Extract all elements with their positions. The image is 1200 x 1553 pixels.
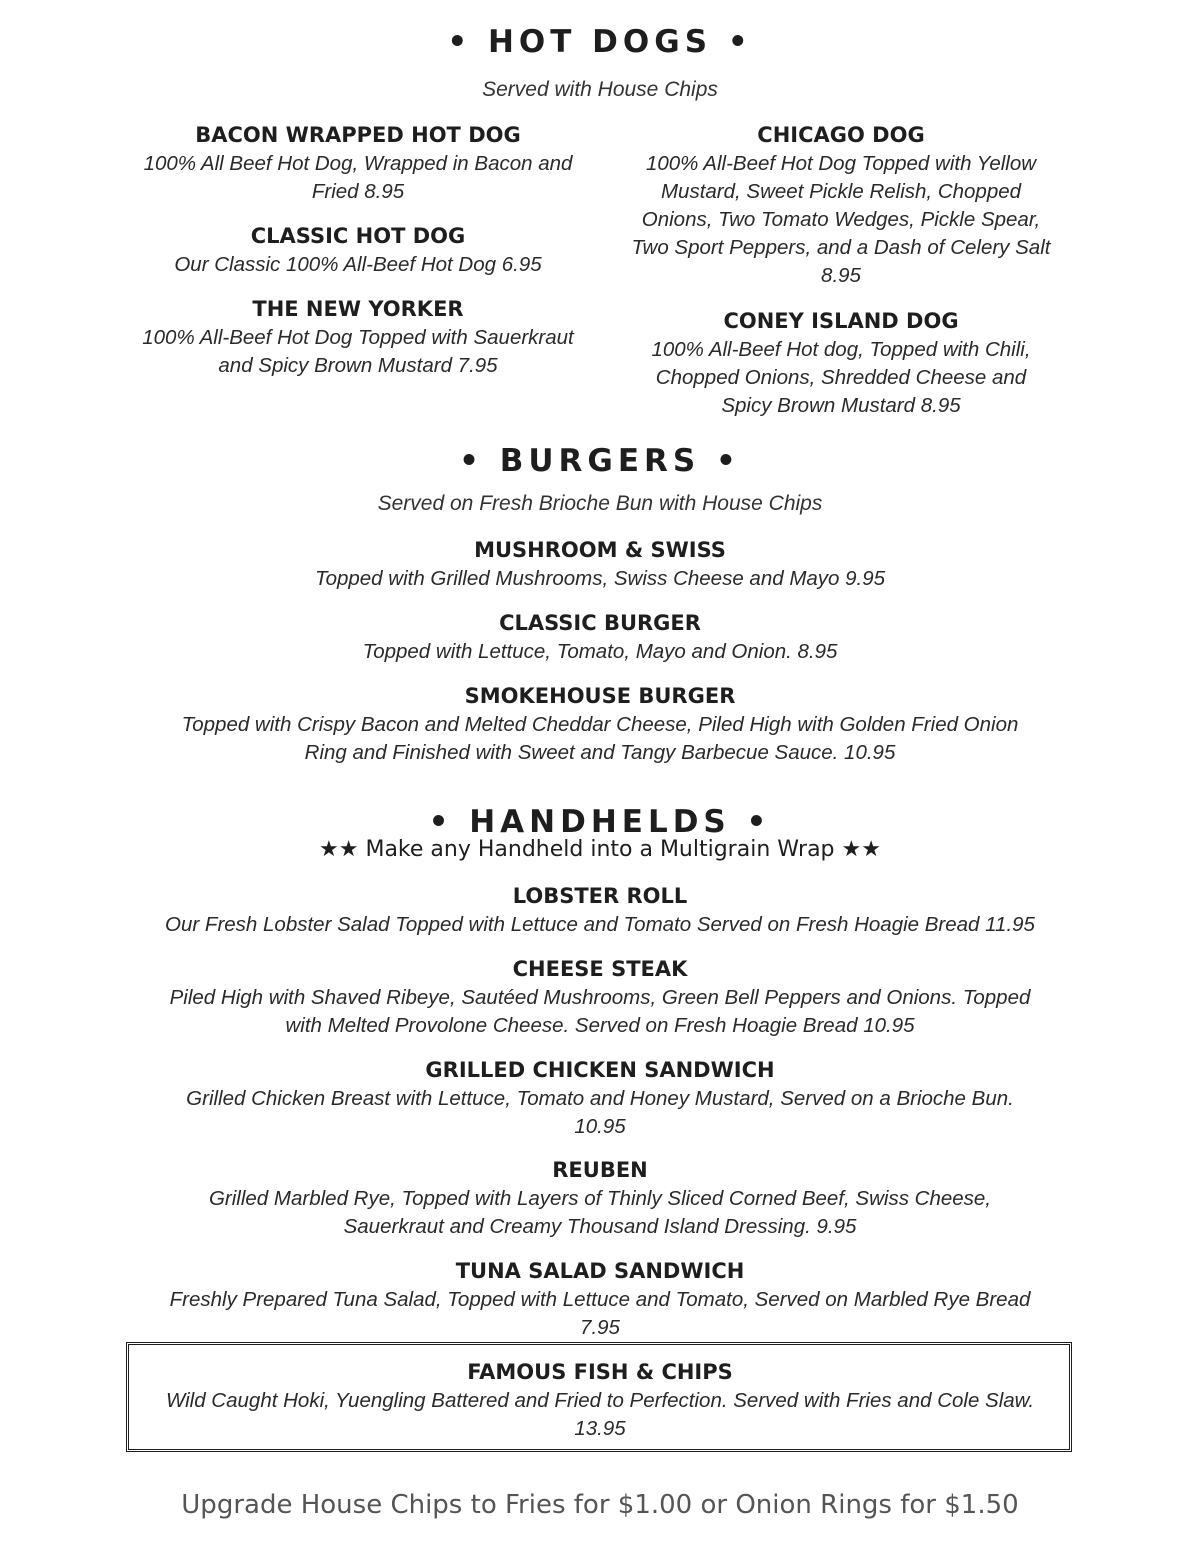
item-description: Freshly Prepared Tuna Salad, Topped with Lettuce and Tomato, Served on Marbled Rye Bread 7.95 bbox=[169, 1288, 1031, 1339]
item-description: 100% All-Beef Hot Dog Topped with Yellow Mustard, Sweet Pickle Relish, Chopped Onions, Two Tomato Wedges, Pickle Spear, Two Sport Peppers, and a Dash of Celery Salt 8.95 bbox=[631, 152, 1051, 287]
item-name: MUSHROOM & SWISS bbox=[474, 538, 726, 562]
menu-item-tuna-salad-sandwich bbox=[150, 1256, 1050, 1342]
item-name: CLASSIC HOT DOG bbox=[250, 224, 466, 248]
menu-item-smokehouse-burger bbox=[160, 681, 1040, 767]
item-description: Grilled Chicken Breast with Lettuce, Tomato and Honey Mustard, Served on a Brioche Bun. 10.95 bbox=[186, 1087, 1014, 1138]
menu-item-bacon-wrapped-hot-dog bbox=[140, 120, 576, 206]
item-description: Topped with Lettuce, Tomato, Mayo and Onion. 8.95 bbox=[362, 640, 838, 663]
item-description: 100% All Beef Hot Dog, Wrapped in Bacon and Fried 8.95 bbox=[143, 152, 573, 203]
burgers-subtitle: Served on Fresh Brioche Bun with House Chips bbox=[377, 492, 823, 515]
item-name: THE NEW YORKER bbox=[252, 297, 464, 321]
item-description: Topped with Grilled Mushrooms, Swiss Cheese and Mayo 9.95 bbox=[314, 567, 886, 590]
menu-item-reuben bbox=[190, 1155, 1010, 1241]
menu-item-classic-burger bbox=[150, 608, 1050, 666]
item-name: CLASSIC BURGER bbox=[499, 611, 701, 635]
menu-item-chicago-dog bbox=[630, 120, 1052, 290]
menu-item-the-new-yorker bbox=[140, 294, 576, 380]
item-name: REUBEN bbox=[552, 1158, 648, 1182]
item-name: TUNA SALAD SANDWICH bbox=[455, 1259, 745, 1283]
menu-item-cheese-steak bbox=[150, 954, 1050, 1040]
item-name: CHEESE STEAK bbox=[512, 957, 688, 981]
burgers-title: • BURGERS • bbox=[459, 443, 741, 479]
menu-item-coney-island-dog bbox=[630, 306, 1052, 420]
item-description: Our Fresh Lobster Salad Topped with Lettuce and Tomato Served on Fresh Hoagie Bread 11.95 bbox=[165, 913, 1035, 936]
wrap-note: ★★ Make any Handheld into a Multigrain Wrap ★★ bbox=[319, 837, 881, 862]
item-name: SMOKEHOUSE BURGER bbox=[464, 684, 736, 708]
item-name: LOBSTER ROLL bbox=[512, 884, 688, 908]
item-description: Piled High with Shaved Ribeye, Sautéed Mushrooms, Green Bell Peppers and Onions. Topped with Melted Provolone Cheese. Served on Fresh Hoagie Bread 10.95 bbox=[169, 986, 1031, 1037]
menu-item-lobster-roll bbox=[140, 881, 1060, 939]
item-description: 100% All-Beef Hot dog, Topped with Chili, Chopped Onions, Shredded Cheese and Spicy Brown Mustard 8.95 bbox=[651, 338, 1031, 417]
item-description: Topped with Crispy Bacon and Melted Cheddar Cheese, Piled High with Golden Fried Onion Ring and Finished with Sweet and Tangy Barbecue Sauce. 10.95 bbox=[181, 713, 1019, 764]
item-description: Grilled Marbled Rye, Topped with Layers of Thinly Sliced Corned Beef, Swiss Cheese, Sauerkraut and Creamy Thousand Island Dressing. 9.95 bbox=[208, 1187, 992, 1238]
menu-item-famous-fish-chips bbox=[140, 1357, 1060, 1443]
item-description: 100% All-Beef Hot Dog Topped with Sauerkraut and Spicy Brown Mustard 7.95 bbox=[142, 326, 574, 377]
item-description: Our Classic 100% All-Beef Hot Dog 6.95 bbox=[174, 253, 542, 276]
item-description: Wild Caught Hoki, Yuengling Battered and Fried to Perfection. Served with Fries and Cole Slaw. 13.95 bbox=[165, 1389, 1035, 1440]
menu-item-mushroom-swiss bbox=[150, 535, 1050, 593]
upgrade-note: Upgrade House Chips to Fries for $1.00 or Onion Rings for $1.50 bbox=[181, 1490, 1019, 1520]
hot-dogs-title: • HOT DOGS • bbox=[447, 24, 753, 60]
item-name: CONEY ISLAND DOG bbox=[723, 309, 959, 333]
item-name: GRILLED CHICKEN SANDWICH bbox=[425, 1058, 775, 1082]
item-name: FAMOUS FISH & CHIPS bbox=[467, 1360, 733, 1384]
item-name: BACON WRAPPED HOT DOG bbox=[195, 123, 521, 147]
handhelds-title: • HANDHELDS • bbox=[428, 804, 772, 840]
menu-item-classic-hot-dog bbox=[140, 221, 576, 279]
hot-dogs-subtitle: Served with House Chips bbox=[482, 78, 718, 101]
item-name: CHICAGO DOG bbox=[757, 123, 925, 147]
menu-item-grilled-chicken-sandwich bbox=[160, 1055, 1040, 1141]
